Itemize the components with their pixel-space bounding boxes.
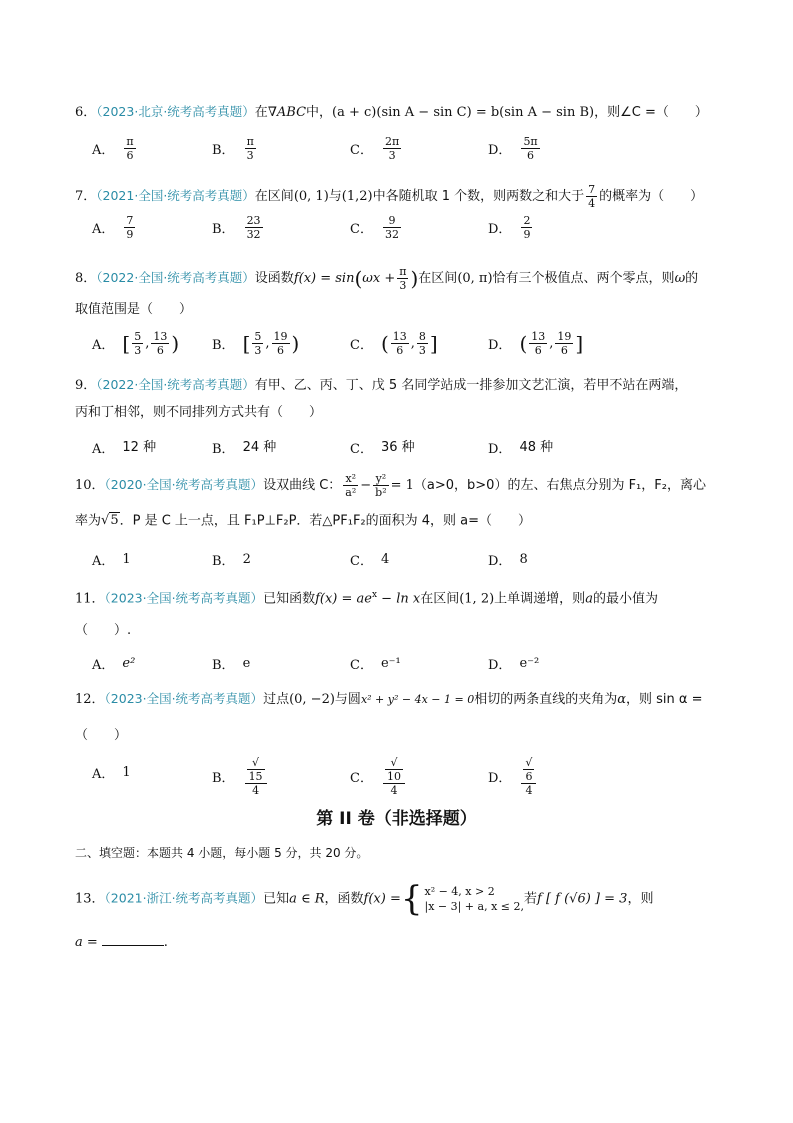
q8-source: （2022·全国·统考高考真题） <box>96 270 255 285</box>
q9-stem-line2: 丙和丁相邻，则不同排列方式共有（ ） <box>75 405 323 420</box>
q12-option-c[interactable]: C． √ 10 4 <box>350 756 407 797</box>
q10-option-c[interactable]: C． 4 <box>350 552 390 569</box>
q6-option-b[interactable]: B． $\frac{\pi}{3}$ <box>212 135 254 162</box>
part2-instructions: 二、填空题：本题共 4 小题，每小题 5 分，共 20 分。 <box>75 846 369 860</box>
q6-option-d[interactable]: D． $\frac{5\pi}{6}$ <box>488 135 538 162</box>
q6-option-c[interactable]: C． $\frac{2\pi}{3}$ <box>350 135 400 162</box>
q7-stem: 7．（2021·全国·统考高考真题）在区间(0, 1)与(1,2)中各随机取 1 个数，则两数之和大于 $\frac{7}{4}$ 的概率为（ ） <box>75 183 704 210</box>
q8-option-d[interactable]: D． ( $\frac{13}{6}$ , $\frac{19}{6}$ ] <box>488 330 584 357</box>
q11-source: （2023·全国·统考高考真题） <box>104 590 264 606</box>
q12-stem-line2: （ ） <box>75 728 128 743</box>
q11-stem: 11．（2023·全国·统考高考真题）已知函数$f(x) = ae^x - \ln x$在区间(1, 2)上单调递增，则a的最小值为 <box>75 590 658 607</box>
q9-option-b[interactable]: B． 24 种 <box>212 440 277 457</box>
q9-source: （2022·全国·统考高考真题） <box>96 377 255 392</box>
q11-option-c[interactable]: C． e⁻¹ <box>350 656 401 673</box>
q10-option-d[interactable]: D． 8 <box>488 552 528 569</box>
q7-option-d[interactable]: D． $\frac{2}{9}$ <box>488 214 531 241</box>
q11-option-a[interactable]: A． e² <box>92 656 136 673</box>
q7-source: （2021·全国·统考高考真题） <box>96 188 255 203</box>
q6-stem: 6．（2023·北京·统考高考真题）在∇ABC中，(a + c)(sin A − sin C) = b(sin A − sin B)，则∠C =（ ） <box>75 104 708 120</box>
q10-stem: 10．（2020·全国·统考高考真题）设双曲线 C： $\frac{\text{x²}}{\text{a²}}$ − $\frac{\text{y²}}{\text{b²}}$ = 1（a>0，b>0）的左、右焦点分别为 F₁，F₂，离心 <box>75 472 706 499</box>
q13-answer-line: a = . <box>75 935 168 950</box>
q11-option-b[interactable]: B． e <box>212 656 251 673</box>
q10-source: （2020·全国·统考高考真题） <box>104 477 264 492</box>
q7-option-c[interactable]: C． $\frac{9}{32}$ <box>350 214 399 241</box>
q7-option-a[interactable]: A． $\frac{7}{9}$ <box>92 214 134 241</box>
q10-option-b[interactable]: B． 2 <box>212 552 251 569</box>
q10-stem-line2: 率为√5．P 是 C 上一点，且 F₁P⊥F₂P．若△PF₁F₂的面积为 4，则 a=（ ） <box>75 513 532 529</box>
q6-equation: (a + c)(sin A − sin C) = b(sin A − sin B) <box>332 105 595 120</box>
q11-option-d[interactable]: D． e⁻² <box>488 656 540 673</box>
q12-option-b[interactable]: B． √ 15 4 <box>212 756 269 797</box>
q11-stem-line2: （ ）. <box>75 623 132 638</box>
q8-option-c[interactable]: C． ( $\frac{13}{6}$ , $\frac{8}{3}$ ] <box>350 330 438 357</box>
q9-option-a[interactable]: A． 12 种 <box>92 440 157 457</box>
q12-option-a[interactable]: A． 1 <box>92 765 131 782</box>
q6-option-a[interactable]: A． $\frac{\pi}{6}$ <box>92 135 134 162</box>
q7-option-b[interactable]: B． $\frac{23}{32}$ <box>212 214 261 241</box>
q13-source: （2021·浙江·统考高考真题） <box>104 890 264 906</box>
q13-answer-blank[interactable] <box>102 945 164 946</box>
part2-title: 第 II 卷（非选择题） <box>316 809 477 829</box>
q9-option-c[interactable]: C． 36 种 <box>350 440 415 457</box>
q13-stem: 13．（2021·浙江·统考高考真题）已知a ∈ R，函数f(x) = { x² − 4, x > 2 |x − 3| + a, x ≤ 2, 若f [ f (√6) ] = 3，则 <box>75 879 654 919</box>
q9-stem: 9．（2022·全国·统考高考真题）有甲、乙、丙、丁、戊 5 名同学站成一排参加文艺汇演，若甲不站在两端， <box>75 377 688 393</box>
q6-source: （2023·北京·统考高考真题） <box>96 104 255 119</box>
q8-option-a[interactable]: A． [ $\frac{5}{3}$ , $\frac{13}{6}$ ) <box>92 330 180 357</box>
q6-number: 6． <box>75 105 97 120</box>
q12-stem: 12．（2023·全国·统考高考真题）过点(0, −2)与圆x² + y² − 4x − 1 = 0相切的两条直线的夹角为α，则 sin α = <box>75 691 703 707</box>
q8-stem: 8．（2022·全国·统考高考真题）设函数f(x) = sin(ωx + $\frac{\pi}{3}$ )在区间(0, π)恰有三个极值点、两个零点，则ω的 <box>75 265 699 292</box>
q8-option-b[interactable]: B． [ $\frac{5}{3}$ , $\frac{19}{6}$ ) <box>212 330 300 357</box>
q8-stem-line2: 取值范围是（ ） <box>75 302 193 317</box>
q12-source: （2023·全国·统考高考真题） <box>104 691 264 706</box>
q9-option-d[interactable]: D． 48 种 <box>488 440 554 457</box>
q12-option-d[interactable]: D． √ 6 4 <box>488 756 538 797</box>
q10-option-a[interactable]: A． 1 <box>92 552 131 569</box>
